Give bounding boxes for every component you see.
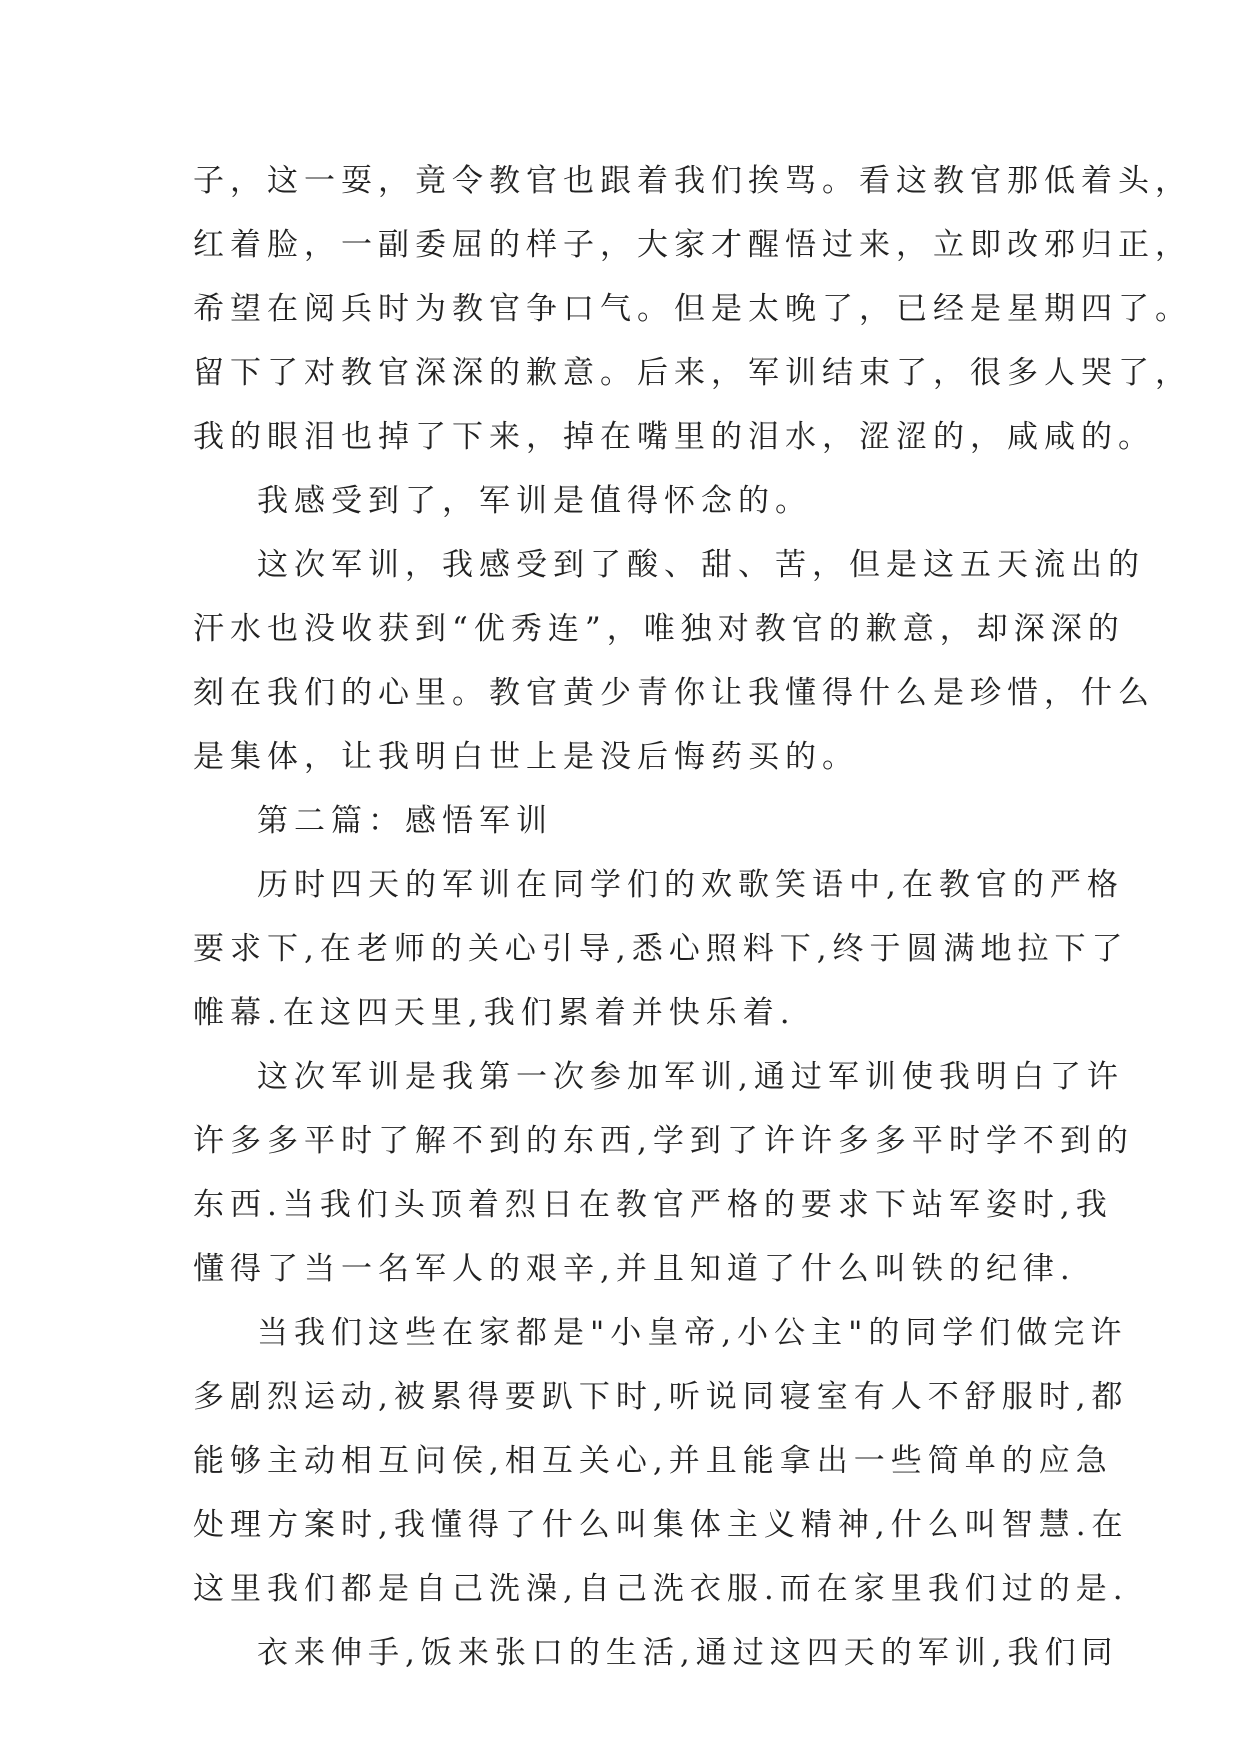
text-line: 要求下,在老师的关心引导,悉心照料下,终于圆满地拉下了 bbox=[193, 931, 1129, 967]
paragraph-first-line: 这次军训是我第一次参加军训,通过军训使我明白了许 bbox=[257, 1059, 1124, 1095]
paragraph-first-line: 历时四天的军训在同学们的欢歌笑语中,在教官的严格 bbox=[257, 867, 1124, 903]
text-line: 许多多平时了解不到的东西,学到了许许多多平时学不到的 bbox=[193, 1123, 1134, 1159]
paragraph-first-line: 这次军训，我感受到了酸、甜、苦，但是这五天流出的 bbox=[257, 547, 1145, 583]
text-line: 汗水也没收获到“优秀连”，唯独对教官的歉意，却深深的 bbox=[193, 611, 1125, 647]
text-line: 处理方案时,我懂得了什么叫集体主义精神,什么叫智慧.在 bbox=[193, 1507, 1129, 1543]
text-line: 留下了对教官深深的歉意。后来，军训结束了，很多人哭了， bbox=[193, 355, 1192, 391]
text-line: 懂得了当一名军人的艰辛,并且知道了什么叫铁的纪律. bbox=[193, 1251, 1076, 1287]
text-line: 刻在我们的心里。教官黄少青你让我懂得什么是珍惜，什么 bbox=[193, 675, 1155, 711]
text-line: 能够主动相互问侯,相互关心,并且能拿出一些简单的应急 bbox=[193, 1443, 1113, 1479]
section-heading: 第二篇：感悟军训 bbox=[257, 803, 553, 839]
paragraph-first-line: 当我们这些在家都是"小皇帝,小公主"的同学们做完许 bbox=[257, 1315, 1128, 1351]
text-line: 帷幕.在这四天里,我们累着并快乐着. bbox=[193, 995, 796, 1031]
text-line: 是集体，让我明白世上是没后悔药买的。 bbox=[193, 739, 859, 775]
text-line: 东西.当我们头顶着烈日在教官严格的要求下站军姿时,我 bbox=[193, 1187, 1113, 1223]
paragraph-first-line: 我感受到了，军训是值得怀念的。 bbox=[257, 483, 812, 519]
text-line: 红着脸，一副委屈的样子，大家才醒悟过来，立即改邪归正， bbox=[193, 227, 1192, 263]
text-line: 子，这一耍，竟令教官也跟着我们挨骂。看这教官那低着头， bbox=[193, 163, 1192, 199]
text-line: 希望在阅兵时为教官争口气。但是太晚了，已经是星期四了。 bbox=[193, 291, 1192, 327]
text-line: 多剧烈运动,被累得要趴下时,听说同寝室有人不舒服时,都 bbox=[193, 1379, 1129, 1415]
text-line: 我的眼泪也掉了下来，掉在嘴里的泪水，涩涩的，咸咸的。 bbox=[193, 419, 1155, 455]
text-line: 这里我们都是自己洗澡,自己洗衣服.而在家里我们过的是. bbox=[193, 1571, 1129, 1607]
document-body bbox=[193, 149, 1192, 1685]
paragraph-first-line: 衣来伸手,饭来张口的生活,通过这四天的军训,我们同 bbox=[257, 1635, 1119, 1671]
